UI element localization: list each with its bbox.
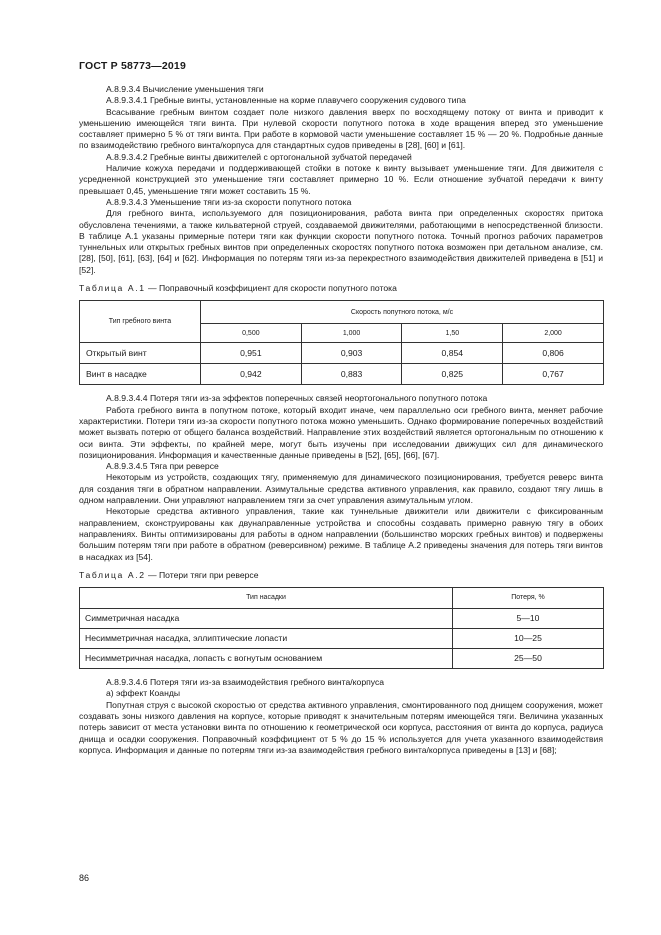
- table-cell: 10—25: [453, 629, 604, 649]
- table-cell: 0,806: [503, 343, 604, 364]
- correction-factor-table: [79, 300, 604, 385]
- section-heading: А.8.9.3.4.6 Потеря тяги из-за взаимодействия гребного винта/корпуса: [106, 677, 385, 688]
- section-heading: А.8.9.3.4.4 Потеря тяги из-за эффектов поперечных связей неортогонального попутного потока: [106, 393, 488, 404]
- table-cell: 0,767: [503, 364, 604, 385]
- section-heading: А.8.9.3.4.5 Тяга при реверсе: [106, 461, 219, 472]
- table-cell: 25—50: [453, 649, 604, 669]
- paragraph: Попутная струя с высокой скоростью от средства активного управления, смонтированного под днищем сооружения, может создавать зоны низкого давления на корпусе, которые приводят к значительным потерям имеющейся тяги. Величина указанных потерь зависит от места установки винта по отношению к геометрической оси корпуса, расстояния от винта до корпуса, радиуса днища и осадки сооружения. Поправочный коэффициент от 5 % до 15 % используется для учета указанного взаимодействия корпуса. Информация и данные по потерям тяги из-за взаимодействия гребного винта/корпуса приведены в [13] и [68];: [79, 699, 603, 755]
- table-cell: 0,825: [402, 364, 503, 385]
- section-heading: А.8.9.3.4.2 Гребные винты движителей с ортогональной зубчатой передачей: [106, 151, 412, 162]
- table-row: [80, 343, 604, 364]
- column-header: 2,000: [503, 324, 604, 343]
- table-cell: Несимметричная насадка, лопасть с вогнутым основанием: [80, 649, 453, 669]
- column-header: 0,500: [201, 324, 302, 343]
- section-heading: А.8.9.3.4 Вычисление уменьшения тяги: [106, 84, 264, 94]
- section-heading: А.8.9.3.4.3 Уменьшение тяги из-за скорости попутного потока: [106, 196, 352, 207]
- page-number: 86: [79, 873, 90, 883]
- table-cell: 0,903: [301, 343, 402, 364]
- document-body: [79, 84, 603, 756]
- table-row: [80, 364, 604, 385]
- table-cell: Открытый винт: [80, 343, 201, 364]
- paragraph: Наличие кожуха передачи и поддерживающей стойки в потоке к винту вызывает уменьшение тяги. Для движителя с усредненной конструкцией это уменьшение тяги составляет примерно 10 %. Если отношение зубчатой передачи к винту превышает 0,45, уменьшение тяги может составить 15 %.: [79, 163, 603, 196]
- column-header: 1,50: [402, 324, 503, 343]
- table-caption: [79, 283, 603, 294]
- paragraph: Для гребного винта, используемого для позиционирования, работа винта при определенных скоростях притока обусловлена течениями, а также кильватерной струей, создаваемой движителями, работающими в непосредственной близости. В таблице А.1 указаны примерные потери тяги как функции скорости попутного потока. Точный прогноз рабочих параметров туннельных или открытых гребных винтов при определенных скоростях попутного потока возможен при детальном анализе, см. [28], [50], [61], [63], [64] и [62]. Информация по потерям тяги из-за перекрестного взаимодействия движителей приведена в [51] и [52].: [79, 208, 603, 275]
- column-header: 1,000: [301, 324, 402, 343]
- table-cell: Винт в насадке: [80, 364, 201, 385]
- column-header: Потеря, %: [453, 588, 604, 609]
- table-row: [80, 649, 604, 669]
- section-heading: А.8.9.3.4.1 Гребные винты, установленные на корме плавучего сооружения судового типа: [106, 95, 466, 106]
- table-cell: 0,854: [402, 343, 503, 364]
- table-cell: 5—10: [453, 609, 604, 629]
- table-cell: 0,942: [201, 364, 302, 385]
- table-caption-text: — Потери тяги при реверсе: [145, 569, 259, 580]
- column-header: Тип насадки: [80, 588, 453, 609]
- subsection-heading: а) эффект Коанды: [106, 688, 181, 699]
- table-row: [80, 609, 604, 629]
- table-caption: [79, 570, 603, 581]
- table-caption-label: Таблица А.2: [79, 569, 146, 580]
- column-header: Скорость попутного потока, м/с: [201, 301, 604, 324]
- table-cell: 0,883: [301, 364, 402, 385]
- table-cell: Несимметричная насадка, эллиптические лопасти: [80, 629, 453, 649]
- table-cell: 0,951: [201, 343, 302, 364]
- paragraph: Некоторые средства активного управления, такие как туннельные движители или движители с фиксированным направлением, сконструированы как двунаправленные устройства и способны создавать примерно равную тягу в обоих направлениях. Винты оптимизированы для работы в одном направлении (большинство морских гребных винтов) и подвержены большим потерям тяги при работе в обратном (реверсивном) режиме. В таблице А.2 приведены значения для потерь тяги винтов в насадках из [54].: [79, 506, 603, 562]
- table-caption-label: Таблица А.1: [79, 283, 146, 294]
- paragraph: Работа гребного винта в попутном потоке, который входит иначе, чем параллельно оси гребного винта, меняет рабочие характеристики. Потери тяги из-за скорости попутного потока можно уменьшить. Однако формирование поперечных воздействий может вызвать потерю от общего баланса воздействий. Направление этих воздействий является ортогональным по отношению к оси винта. Эти эффекты, по крайней мере, могут быть изучены при исследовании движущих сил для динамического позиционирования. Информация и качественные данные приведены в [52], [65], [66], [67].: [79, 404, 603, 460]
- reverse-thrust-loss-table: [79, 587, 604, 669]
- column-header: Тип гребного винта: [80, 301, 201, 343]
- table-row: [80, 629, 604, 649]
- document-header: ГОСТ Р 58773—2019: [79, 60, 187, 72]
- table-caption-text: — Поправочный коэффициент для скорости попутного потока: [145, 283, 397, 294]
- paragraph: Некоторым из устройств, создающих тягу, применяемую для динамического позиционирования, требуется реверс винта для создания тяги в обратном направлении. Азимутальные средства активного управления, как правило, создают тягу лишь в одном направлении. Они управляют направлением тяги за счет управления азимутальным углом.: [79, 472, 603, 506]
- table-cell: Симметричная насадка: [80, 609, 453, 629]
- paragraph: Всасывание гребным винтом создает поле низкого давления вверх по восходящему потоку от винта и приводит к уменьшению имеющейся тяги винта. При нулевой скорости попутного потока в ходе вращения вперед это уменьшение составляет примерно 5 % от тяги винта. При работе в кормовой части уменьшение составляет 15 % — 20 %. Подробные данные по взаимодействию гребного винта/корпуса для стандартных судов приведены в [28], [60] и [61].: [79, 106, 603, 151]
